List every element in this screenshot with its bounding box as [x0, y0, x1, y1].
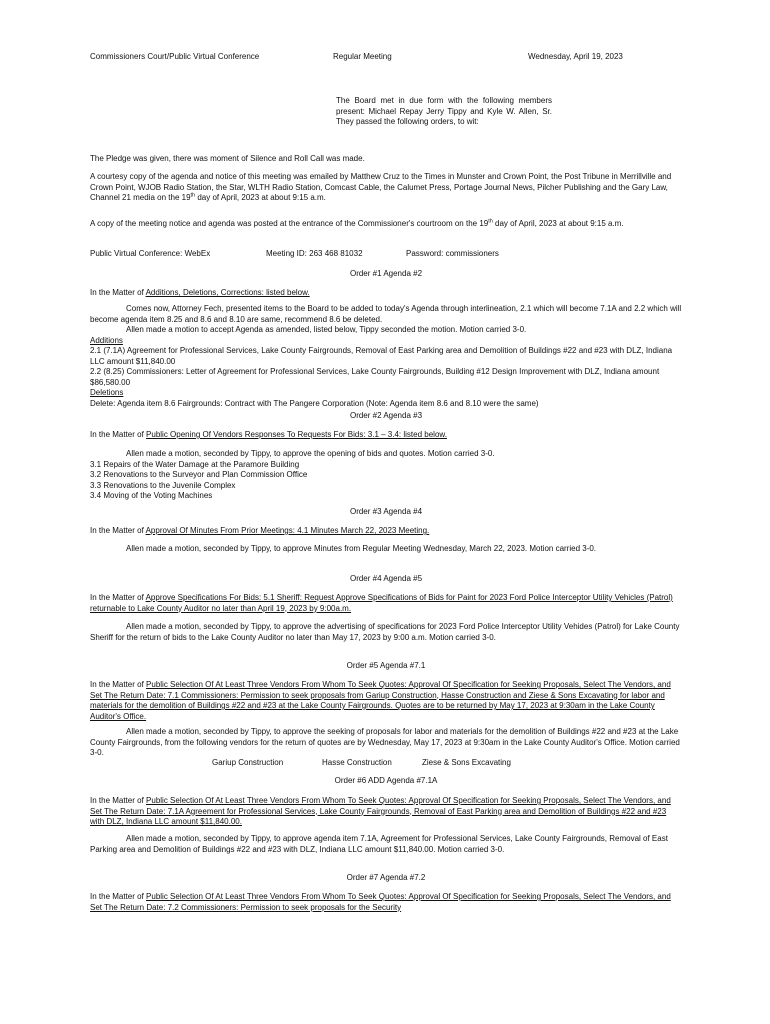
addition-item: 2.1 (7.1A) Agreement for Professional Services, Lake County Fairgrounds, Removal of East Parking area and Demolition of Buildings #22 and #23 with DLZ, Indiana LLC amount $11,840.00 — [90, 346, 673, 366]
posted-text: A copy of the meeting notice and agenda was posted at the entrance of the Commissioner's courtroom on the 19 — [90, 219, 489, 228]
motion-paragraph: Comes now, Attorney Fech, presented items to the Board to be added to today's Agenda through interlineation, 2.1 which will become 7.1A and 2.2 which will become agenda item 8.25 and 8.6 and 8.10 are same, recommend 8.6 be deleted. — [90, 304, 682, 324]
matter-subject: Public Selection Of At Least Three Vendors From Whom To Seek Quotes: Approval Of Specification for Seeking Proposals, Select The Vendors, and Set The Return Date: 7.1 Commissioners: Permission to seek proposals from Gariup Construction, Hasse Construction and Ziese & Sons Excavating for labor and materials for the demolition of Buildings #22 and #23 at the Lake County Fairgrounds. Quotes are to be returned by May 17, 2023 at 9:30am in the Lake County Auditor's Office. — [90, 680, 671, 721]
matter-prefix: In the Matter of — [90, 796, 147, 805]
posted-sup: th — [488, 218, 493, 225]
order-title: Order #4 Agenda #5 — [349, 574, 423, 583]
intro-paragraph: The Board met in due form with the following members present: Michael Repay Jerry Tippy and Kyle W. Allen, Sr. They passed the following orders, to wit: — [336, 96, 552, 126]
matter-prefix: In the Matter of — [90, 430, 147, 439]
matter-subject: Additions, Deletions, Corrections: listed below. — [145, 288, 310, 297]
vendor-name: Hasse Construction — [322, 758, 392, 767]
order-matter — [90, 526, 682, 537]
order-title: Order #5 Agenda #7.1 — [346, 661, 426, 670]
bid-item: 3.2 Renovations to the Surveyor and Plan Commission Office — [90, 470, 308, 479]
deletions-label: Deletions — [90, 388, 124, 397]
motion-paragraph: Allen made a motion, seconded by Tippy, to approve agenda item 7.1A, Agreement for Professional Services, Lake County Fairgrounds, Removal of East Parking area and Demolition of Buildings #22 and #23 with DLZ, Indiana LLC amount $11,840.00. Motion carried 3-0. — [90, 834, 668, 854]
order-matter — [90, 796, 682, 828]
courtesy-paragraph — [90, 172, 682, 204]
webex-password: Password: commissioners — [406, 249, 499, 258]
order-2-body — [90, 449, 682, 502]
bid-item: 3.1 Repairs of the Water Damage at the Paramore Building — [90, 459, 300, 469]
header-date: Wednesday, April 19, 2023 — [528, 52, 623, 61]
motion-paragraph: Allen made a motion, seconded by Tippy, to approve Minutes from Regular Meeting Wednesday, March 22, 2023. Motion carried 3-0. — [126, 544, 597, 553]
webex-meeting-id: Meeting ID: 263 468 81032 — [266, 249, 363, 258]
order-matter — [90, 288, 682, 299]
motion-paragraph: Allen made a motion, seconded by Tippy, to approve the advertising of specifications for 2023 Ford Police Interceptor Utility Vehides (Patrol) for Lake County Sheriff for the return of bids to the Lake County Auditor no later than May 17, 2023 by 9:00 a.m. Motion carried 3-0. — [90, 622, 680, 642]
matter-subject: Approval Of Minutes From Prior Meetings: 4.1 Minutes March 22, 2023 Meeting. — [145, 526, 430, 535]
bid-item: 3.3 Renovations to the Juvenile Complex — [90, 480, 236, 490]
order-title: Order #6 ADD Agenda #7.1A — [334, 776, 438, 785]
order-title: Order #2 Agenda #3 — [349, 411, 423, 420]
matter-prefix: In the Matter of — [90, 892, 147, 901]
posted-paragraph — [90, 219, 682, 230]
courtesy-text: A courtesy copy of the agenda and notice of this meeting was emailed by Matthew Cruz to the Times in Munster and Crown Point, the Post Tribune in Merrillville and Crown Point, WJOB Radio Station, the Star, WLTH Radio Station, Comcast Cable, the Calumet Press, Portage Journal News, Pilcher Publishing and the Gary Law, Channel 21 media on the 19 — [90, 172, 672, 202]
matter-subject: Public Selection Of At Least Three Vendors From Whom To Seek Quotes: Approval Of Specification for Seeking Proposals, Select The Vendors, and Set The Return Date: 7.1A Agreement for Professional Services, Lake County Fairgrounds, Removal of East Parking area and Demolition of Buildings #22 and #23 with DLZ, Indiana LLC amount $11,840.00. — [90, 796, 671, 826]
vendor-name: Gariup Construction — [212, 758, 284, 767]
matter-subject: Public Opening Of Vendors Responses To Requests For Bids: 3.1 – 3.4: listed below. — [146, 430, 447, 439]
webex-line — [90, 249, 682, 260]
bid-item: 3.4 Moving of the Voting Machines — [90, 491, 213, 500]
webex-conference: Public Virtual Conference: WebEx — [90, 249, 211, 258]
header-center: Regular Meeting — [333, 52, 392, 61]
pledge-paragraph: The Pledge was given, there was moment of Silence and Roll Call was made. — [90, 154, 365, 163]
order-title: Order #7 Agenda #7.2 — [346, 873, 426, 882]
matter-subject: Public Selection Of At Least Three Vendors From Whom To Seek Quotes: Approval Of Specification for Seeking Proposals, Select The Vendors, and Set The Return Date: 7.2 Commissioners: Permission to seek proposals for the Security — [90, 892, 671, 912]
motion-paragraph: Allen made a motion, seconded by Tippy, to approve the seeking of proposals for labor and materials for the demolition of Buildings #22 and #23 at the Lake County Fairgrounds, from the following vendors for the return of quotes are by Wednesday, May 17, 2023 at 9:30am in the Lake County Auditor's Office. Motion carried 3-0. — [90, 727, 680, 757]
posted-text-end: day of April, 2023 at about 9:15 a.m. — [492, 219, 624, 228]
matter-prefix: In the Matter of — [90, 593, 146, 602]
motion-paragraph: Allen made a motion, seconded by Tippy, to approve the opening of bids and quotes. Motion carried 3-0. — [126, 449, 495, 458]
courtesy-text-end: day of April, 2023 at about 9:15 a.m. — [195, 193, 326, 202]
order-matter — [90, 680, 682, 722]
order-title: Order #3 Agenda #4 — [349, 507, 423, 516]
additions-label: Additions — [90, 335, 123, 345]
matter-prefix: In the Matter of — [90, 526, 146, 535]
courtesy-sup: th — [190, 192, 196, 199]
order-matter — [90, 430, 682, 441]
order-matter — [90, 892, 682, 913]
matter-prefix: In the Matter of — [90, 680, 147, 689]
matter-subject: Approve Specifications For Bids: 5.1 Sheriff: Request Approve Specifications of Bids for Paint for 2023 Ford Police Interceptor Utility Vehicles (Patrol) returnable to Lake County Auditor no later than April 19, 2023 by 9:00a.m. — [90, 593, 673, 613]
order-matter — [90, 593, 682, 614]
addition-item: 2.2 (8.25) Commissioners: Letter of Agreement for Professional Services, Lake County Fairgrounds, Building #12 Design Improvement with DLZ, Indiana amount $86,580.00 — [90, 367, 660, 387]
vendor-name: Ziese & Sons Excavating — [422, 758, 511, 767]
order-title: Order #1 Agenda #2 — [349, 269, 423, 278]
matter-prefix: In the Matter of — [90, 288, 146, 297]
motion-paragraph: Allen made a motion to accept Agenda as amended, listed below, Tippy seconded the motion. Motion carried 3-0. — [126, 325, 527, 334]
order-1-body — [90, 304, 682, 409]
deletion-item: Delete: Agenda item 8.6 Fairgrounds: Contract with The Pangere Corporation (Note: Agenda item 8.6 and 8.10 were the same) — [90, 398, 539, 408]
header-left: Commissioners Court/Public Virtual Conference — [90, 52, 260, 61]
